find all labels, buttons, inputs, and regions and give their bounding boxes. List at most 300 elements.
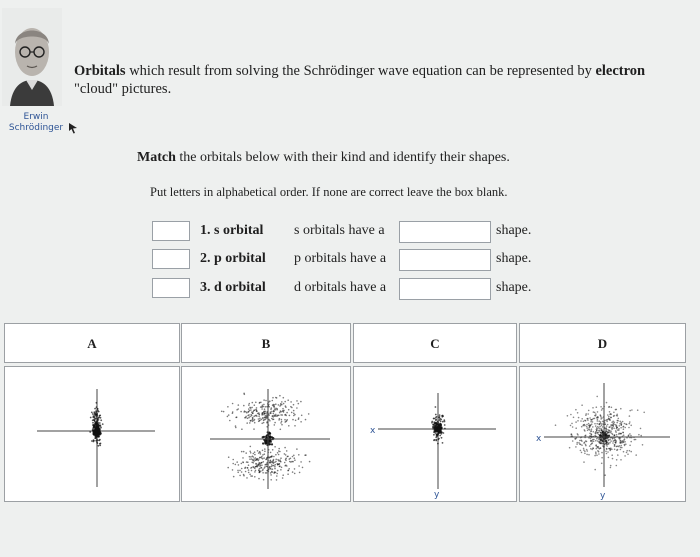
cloud-dot — [94, 421, 96, 423]
cloud-dot — [584, 451, 586, 453]
cloud-dot — [615, 431, 617, 433]
cloud-dot — [619, 421, 621, 423]
cloud-dot — [89, 431, 91, 433]
cloud-dot — [284, 447, 286, 449]
cloud-dot — [638, 434, 640, 436]
s-orbital-shape-input[interactable] — [399, 221, 491, 243]
cloud-dot — [287, 399, 289, 401]
cloud-dot — [236, 461, 238, 463]
cloud-dot — [245, 417, 247, 419]
cloud-dot — [611, 449, 613, 451]
cloud-dot — [259, 452, 261, 454]
cloud-dot — [613, 428, 615, 430]
cloud-dot — [610, 465, 612, 467]
cloud-dot — [435, 414, 437, 416]
cloud-dot — [623, 428, 625, 430]
cloud-dot — [570, 425, 572, 427]
cloud-dot — [597, 411, 599, 413]
cloud-dot — [290, 461, 292, 463]
cloud-dot — [614, 449, 616, 451]
cloud-dot — [628, 427, 630, 429]
cloud-dot — [298, 454, 300, 456]
cloud-dot — [280, 414, 282, 416]
cloud-dot — [576, 442, 578, 444]
cloud-dot — [598, 441, 600, 443]
cloud-dot — [300, 461, 302, 463]
cloud-dot — [232, 469, 234, 471]
cloud-dot — [236, 416, 238, 418]
cloud-dot — [250, 452, 252, 454]
cloud-dot — [609, 426, 611, 428]
cloud-dot — [597, 419, 599, 421]
cloud-dot — [572, 440, 574, 442]
cloud-dot — [608, 430, 610, 432]
cloud-dot — [591, 434, 593, 436]
cloud-dot — [602, 443, 604, 445]
cloud-dot — [257, 464, 259, 466]
cloud-dot — [433, 418, 435, 420]
cloud-dot — [601, 440, 603, 442]
column-header-a: A — [4, 323, 180, 363]
cloud-dot — [265, 406, 267, 408]
cloud-dot — [621, 440, 623, 442]
cloud-dot — [293, 404, 295, 406]
cloud-dot — [241, 451, 243, 453]
cloud-dot — [283, 397, 285, 399]
cloud-dot — [585, 420, 587, 422]
cloud-dot — [433, 434, 435, 436]
cloud-dot — [260, 462, 262, 464]
cloud-dots-a — [89, 402, 103, 447]
cloud-dot — [263, 479, 265, 481]
cloud-dot — [601, 409, 603, 411]
cloud-dot — [594, 423, 596, 425]
cloud-dot — [258, 469, 260, 471]
cloud-dot — [620, 440, 622, 442]
cloud-dot — [590, 440, 592, 442]
cloud-dot — [606, 453, 608, 455]
cloud-dot — [601, 457, 603, 459]
cloud-dot — [584, 424, 586, 426]
instruction — [137, 150, 510, 166]
cloud-dot — [270, 460, 272, 462]
cloud-dot — [587, 413, 589, 415]
cloud-dot — [586, 424, 588, 426]
cloud-dot — [275, 464, 277, 466]
cloud-dot — [624, 441, 626, 443]
cloud-dot — [581, 444, 583, 446]
d-orbital-shape-input[interactable] — [399, 278, 491, 300]
cloud-dot — [624, 455, 626, 457]
cloud-dot — [246, 461, 248, 463]
cloud-dot — [255, 463, 257, 465]
cloud-dot — [571, 423, 573, 425]
cloud-dot — [602, 426, 604, 428]
cloud-dot — [93, 439, 95, 441]
cloud-dot — [240, 411, 242, 413]
cloud-dot — [579, 440, 581, 442]
cloud-dot — [594, 412, 596, 414]
orbital-cloud-a — [5, 367, 179, 501]
cloud-dot — [94, 408, 96, 410]
cloud-dot — [232, 403, 234, 405]
cloud-dot — [264, 408, 266, 410]
cloud-dot — [263, 461, 265, 463]
cloud-dot — [600, 432, 602, 434]
cloud-dot — [598, 420, 600, 422]
cloud-dot — [247, 418, 249, 420]
cloud-dot — [95, 432, 97, 434]
cloud-dot — [241, 428, 243, 430]
cloud-dot — [259, 420, 261, 422]
cloud-dot — [270, 468, 272, 470]
axis-label-x-c: x — [370, 426, 376, 436]
cloud-dot — [283, 403, 285, 405]
cloud-dot — [624, 427, 626, 429]
cloud-dot — [309, 461, 311, 463]
cloud-dot — [261, 414, 263, 416]
cloud-dot — [102, 423, 104, 425]
cloud-dot — [438, 429, 440, 431]
cloud-dot — [612, 421, 614, 423]
cloud-dot — [284, 462, 286, 464]
cloud-dot — [598, 453, 600, 455]
cloud-dot — [266, 472, 268, 474]
cloud-dot — [587, 450, 589, 452]
cloud-dot — [623, 434, 625, 436]
cloud-dot — [621, 424, 623, 426]
cloud-dot — [250, 446, 252, 448]
cloud-dot — [613, 423, 615, 425]
cloud-dot — [435, 406, 437, 408]
cloud-dot — [588, 423, 590, 425]
cloud-dot — [270, 452, 272, 454]
cloud-dot — [596, 448, 598, 450]
cloud-dot — [274, 462, 276, 464]
cloud-dot — [617, 454, 619, 456]
cloud-dot — [588, 410, 590, 412]
cloud-dot — [619, 438, 621, 440]
cloud-dot — [585, 445, 587, 447]
cloud-dot — [437, 421, 439, 423]
cloud-dot — [581, 404, 583, 406]
cloud-dot — [254, 471, 256, 473]
cloud-dot — [301, 415, 303, 417]
cloud-dot — [237, 472, 239, 474]
cloud-dot — [280, 429, 282, 431]
cloud-dot — [444, 428, 446, 430]
intro-bold-orbitals: Orbitals — [74, 63, 126, 79]
cloud-dot — [595, 425, 597, 427]
cloud-dot — [90, 417, 92, 419]
cloud-dot — [288, 425, 290, 427]
cloud-dot — [251, 470, 253, 472]
cloud-dot — [611, 407, 613, 409]
cloud-dot — [600, 416, 602, 418]
cloud-dot — [248, 417, 250, 419]
cloud-dot — [272, 397, 274, 399]
cloud-dot — [270, 472, 272, 474]
cloud-dot — [587, 430, 589, 432]
cloud-dot — [261, 467, 263, 469]
cloud-dot — [98, 445, 100, 447]
cloud-dot — [284, 453, 286, 455]
cloud-dot — [597, 420, 599, 422]
s-orbital-shape-word: shape. — [496, 223, 532, 238]
cloud-dot — [589, 417, 591, 419]
cloud-dot — [606, 429, 608, 431]
cloud-dot — [275, 472, 277, 474]
cloud-dot — [288, 468, 290, 470]
p-orbital-have-label: p orbitals have a — [294, 251, 387, 266]
cloud-dot — [586, 427, 588, 429]
cloud-dot — [264, 464, 266, 466]
cloud-dot — [96, 402, 98, 404]
cloud-dot — [444, 424, 446, 426]
cloud-dot — [616, 434, 618, 436]
cloud-dot — [615, 426, 617, 428]
cloud-dot — [275, 454, 277, 456]
cloud-dot — [276, 408, 278, 410]
cloud-dot — [280, 461, 282, 463]
cloud-dot — [99, 432, 101, 434]
cloud-dot — [255, 470, 257, 472]
cloud-dot — [248, 469, 250, 471]
cloud-dot — [591, 419, 593, 421]
cloud-dot — [279, 451, 281, 453]
cloud-dot — [248, 464, 250, 466]
cloud-dot — [262, 412, 264, 414]
cloud-dot — [629, 450, 631, 452]
cloud-dot — [431, 422, 433, 424]
cloud-dot — [585, 440, 587, 442]
cloud-dot — [594, 455, 596, 457]
cloud-dot — [593, 448, 595, 450]
cloud-dot — [609, 411, 611, 413]
cloud-dot — [248, 472, 250, 474]
s-orbital-kind-input[interactable] — [152, 221, 190, 241]
cloud-dot — [615, 441, 617, 443]
cloud-dot — [443, 432, 445, 434]
cloud-dot — [622, 421, 624, 423]
cloud-dot — [271, 418, 273, 420]
cloud-dot — [278, 454, 280, 456]
cloud-dot — [290, 401, 292, 403]
cloud-dot — [440, 420, 442, 422]
cloud-dot — [575, 438, 577, 440]
cloud-dot — [587, 419, 589, 421]
cloud-dot — [96, 429, 98, 431]
cloud-dot — [279, 463, 281, 465]
cloud-dot — [263, 406, 265, 408]
cloud-dot — [618, 418, 620, 420]
caption-last-name: Schrödinger — [8, 123, 64, 133]
cloud-dot — [292, 461, 294, 463]
cloud-dot — [256, 409, 258, 411]
cloud-dot — [589, 426, 591, 428]
cloud-dot — [582, 425, 584, 427]
cloud-dot — [242, 457, 244, 459]
cloud-dot — [261, 419, 263, 421]
cloud-dot — [260, 457, 262, 459]
cloud-dot — [596, 427, 598, 429]
cloud-dot — [620, 408, 622, 410]
cloud-dot — [590, 448, 592, 450]
cloud-dot — [594, 415, 596, 417]
cloud-dot — [581, 418, 583, 420]
cloud-dot — [97, 410, 99, 412]
cloud-dot — [605, 427, 607, 429]
cloud-dot — [305, 419, 307, 421]
cloud-dot — [258, 418, 260, 420]
cloud-dot — [253, 458, 255, 460]
cloud-dot — [274, 446, 276, 448]
cloud-dot — [610, 440, 612, 442]
cloud-dot — [271, 464, 273, 466]
cloud-dot — [623, 451, 625, 453]
cloud-dots-b — [221, 393, 311, 481]
cloud-dot — [300, 421, 302, 423]
cloud-dot — [620, 445, 622, 447]
cloud-dot — [442, 421, 444, 423]
intro-bold-electron: electron — [595, 63, 646, 79]
cloud-dot — [605, 431, 607, 433]
cloud-dot — [255, 402, 257, 404]
cloud-dot — [253, 460, 255, 462]
cloud-dot — [598, 439, 600, 441]
cloud-dot — [608, 418, 610, 420]
cloud-dot — [282, 408, 284, 410]
cloud-dot — [250, 475, 252, 477]
cloud-dot — [629, 415, 631, 417]
cloud-dot — [606, 425, 608, 427]
cloud-dot — [610, 417, 612, 419]
cloud-dot — [590, 444, 592, 446]
cloud-dot — [264, 466, 266, 468]
cloud-dot — [599, 423, 601, 425]
intro-text-2: "cloud" pictures. — [74, 81, 172, 97]
cloud-dot — [96, 426, 98, 428]
cloud-dot — [276, 397, 278, 399]
d-orbital-have-label: d orbitals have a — [294, 280, 387, 295]
cloud-dot — [575, 446, 577, 448]
cloud-dot — [237, 470, 239, 472]
cloud-dot — [629, 445, 631, 447]
cloud-dot — [255, 457, 257, 459]
p-orbital-kind-input[interactable] — [152, 249, 190, 269]
cloud-dot — [247, 467, 249, 469]
cloud-dot — [606, 445, 608, 447]
cloud-dot — [271, 455, 273, 457]
cloud-dot — [99, 415, 101, 417]
cloud-dot — [595, 413, 597, 415]
cloud-dot — [259, 418, 261, 420]
cloud-dot — [595, 431, 597, 433]
cloud-dot — [583, 448, 585, 450]
cloud-dot — [567, 415, 569, 417]
cloud-dot — [91, 412, 93, 414]
cloud-dot — [232, 412, 234, 414]
cloud-dot — [263, 404, 265, 406]
orbital-cloud-c — [354, 367, 516, 501]
cloud-dot — [272, 468, 274, 470]
cloud-dot — [616, 459, 618, 461]
cloud-dot — [97, 408, 99, 410]
cloud-dot — [601, 423, 603, 425]
cloud-dot — [621, 447, 623, 449]
cloud-dot — [595, 451, 597, 453]
cloud-dot — [269, 462, 271, 464]
cloud-dot — [252, 418, 254, 420]
cloud-dot — [228, 456, 230, 458]
cloud-dot — [577, 420, 579, 422]
cloud-dot — [628, 434, 630, 436]
cloud-dot — [241, 463, 243, 465]
cloud-dot — [282, 474, 284, 476]
cloud-dot — [616, 445, 618, 447]
cloud-dot — [612, 442, 614, 444]
portrait-caption — [4, 112, 68, 134]
cloud-dot — [575, 409, 577, 411]
cloud-dot — [589, 433, 591, 435]
cloud-dot — [277, 470, 279, 472]
cloud-dot — [296, 407, 298, 409]
cloud-dot — [285, 458, 287, 460]
cloud-dot — [642, 444, 644, 446]
cloud-dot — [611, 454, 613, 456]
cloud-dot — [630, 441, 632, 443]
cloud-dot — [96, 416, 98, 418]
cloud-dot — [264, 451, 266, 453]
cloud-dot — [616, 465, 618, 467]
cloud-dot — [275, 403, 277, 405]
cloud-dot — [588, 454, 590, 456]
cloud-dot — [640, 428, 642, 430]
schrodinger-portrait — [2, 8, 62, 106]
cloud-dot — [606, 442, 608, 444]
cloud-dot — [277, 415, 279, 417]
d-orbital-kind-input[interactable] — [152, 278, 190, 298]
cloud-dot — [262, 454, 264, 456]
p-orbital-shape-input[interactable] — [399, 249, 491, 271]
cloud-dot — [255, 466, 257, 468]
cloud-dot — [571, 434, 573, 436]
cloud-dot — [245, 452, 247, 454]
cloud-dot — [573, 417, 575, 419]
cloud-dot — [293, 410, 295, 412]
cloud-dot — [265, 412, 267, 414]
cloud-dot — [250, 407, 252, 409]
cloud-dot — [261, 464, 263, 466]
cloud-dot — [286, 419, 288, 421]
cloud-dot — [264, 448, 266, 450]
cloud-dot — [578, 417, 580, 419]
cloud-dot — [576, 443, 578, 445]
cloud-dot — [439, 426, 441, 428]
cloud-dot — [436, 423, 438, 425]
cloud-dot — [269, 436, 271, 438]
cloud-dot — [608, 442, 610, 444]
cloud-dot — [596, 406, 598, 408]
cloud-dot — [285, 415, 287, 417]
cloud-dot — [599, 447, 601, 449]
cloud-dot — [245, 467, 247, 469]
cloud-dot — [254, 454, 256, 456]
cloud-dot — [280, 411, 282, 413]
cloud-dot — [589, 424, 591, 426]
cloud-dot — [643, 412, 645, 414]
cloud-dot — [555, 424, 557, 426]
